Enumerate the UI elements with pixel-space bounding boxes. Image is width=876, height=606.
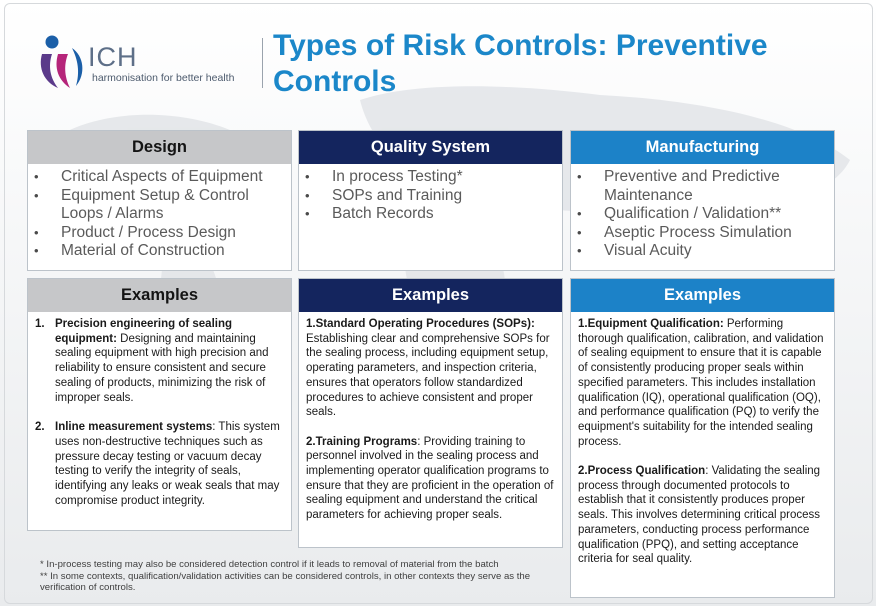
page-title: Types of Risk Controls: Preventive Controls — [273, 29, 768, 98]
list-item: • Batch Records — [305, 205, 556, 224]
title-divider — [262, 38, 263, 88]
example-text: Performing thorough qualification, calibration, and validation of sealing equipment to ensure that it is capable of consistently producing proper seals within specified parameters. This includes installation qualification (IQ), operational qualification (OQ), and performance qualification (PQ) to verify the equipment's suitability for the intended sealing process. — [578, 318, 824, 448]
example-lead: 2.Process Qualification — [578, 465, 706, 478]
design-examples-card — [27, 278, 292, 531]
footnotes — [40, 559, 565, 594]
design-examples-header: Examples — [28, 279, 291, 312]
example-number: 1. — [35, 318, 45, 330]
example-text: Establishing clear and comprehensive SOPs for the sealing process, including equipment setup, operating parameters, and inspection criteria, ensures that operators follow standardized procedures to achieve consistent and proper seals. — [306, 332, 550, 419]
list-item: • In process Testing* — [305, 168, 556, 187]
list-item — [35, 317, 283, 405]
ich-logo — [36, 34, 246, 94]
footnote: ** In some contexts, qualification/validation activities can be considered controls, in other contexts they serve as the verification of controls. — [40, 570, 531, 593]
example-text: : This system uses non-destructive techniques such as pressure decay testing or vacuum decay testing to verify the integrity of seals, identifying any leaks or weak seals that may compromise product integrity. — [55, 421, 280, 507]
list-item: • Preventive and Predictive Maintenance — [577, 168, 828, 205]
manufacturing-examples-list — [578, 317, 826, 582]
logo-wordmark: ICH — [88, 42, 138, 72]
example-lead: 1.Equipment Qualification: — [578, 318, 724, 330]
manufacturing-header: Manufacturing — [571, 131, 834, 164]
quality-system-bullet-list — [305, 168, 556, 224]
list-item: • Aseptic Process Simulation — [577, 224, 828, 243]
quality-system-examples-list — [306, 317, 554, 538]
logo-tagline: harmonisation for better health — [92, 72, 235, 84]
ich-logo-mark-icon — [36, 34, 92, 94]
example-lead: Inline measurement systems — [55, 421, 213, 434]
list-item: • Material of Construction — [34, 242, 285, 261]
list-item: • Product / Process Design — [34, 224, 285, 243]
manufacturing-examples-header: Examples — [571, 279, 834, 312]
example-number: 2. — [35, 421, 45, 434]
list-item: • Equipment Setup & Control Loops / Alarms — [34, 187, 285, 224]
example-text: : Validating the sealing process through documented protocols to establish that it consistently produces proper seals. This involves determining critical process parameters, conducting process performance qualification (PPQ), and setting acceptance criteria for seal quality. — [578, 465, 821, 566]
manufacturing-bullet-list — [577, 168, 828, 261]
list-item — [578, 317, 826, 449]
footnote: * In-process testing may also be considered detection control if it leads to removal of material from the batch — [40, 559, 499, 570]
example-text: : Providing training to personnel involved in the sealing process and implementing operator qualification programs to ensure that they are proficient in the operation of sealing equipment and understand the critical parameters for achieving proper seals. — [306, 435, 554, 522]
example-lead: 2.Training Programs — [306, 435, 418, 448]
design-header: Design — [28, 131, 291, 164]
list-item — [306, 435, 554, 523]
list-item: • SOPs and Training — [305, 187, 556, 206]
list-item — [306, 317, 554, 420]
manufacturing-examples-card — [570, 278, 835, 598]
design-bullet-list — [34, 168, 285, 261]
example-text: Designing and maintaining sealing equipment with high precision and reliability to ensure consistent and secure sealing of products, minimizing the risk of improper seals. — [55, 332, 269, 404]
example-lead: Precision engineering of sealing equipment: — [55, 318, 233, 345]
list-item — [578, 464, 826, 567]
quality-system-card — [298, 130, 563, 271]
manufacturing-card — [570, 130, 835, 271]
quality-system-examples-card — [298, 278, 563, 548]
list-item: • Critical Aspects of Equipment — [34, 168, 285, 187]
list-item: • Visual Acuity — [577, 242, 828, 261]
design-examples-list — [35, 317, 283, 523]
quality-system-examples-header: Examples — [299, 279, 562, 312]
list-item — [35, 420, 283, 508]
design-card — [27, 130, 292, 271]
list-item: • Qualification / Validation** — [577, 205, 828, 224]
quality-system-header: Quality System — [299, 131, 562, 164]
example-lead: 1.Standard Operating Procedures (SOPs): — [306, 318, 535, 330]
